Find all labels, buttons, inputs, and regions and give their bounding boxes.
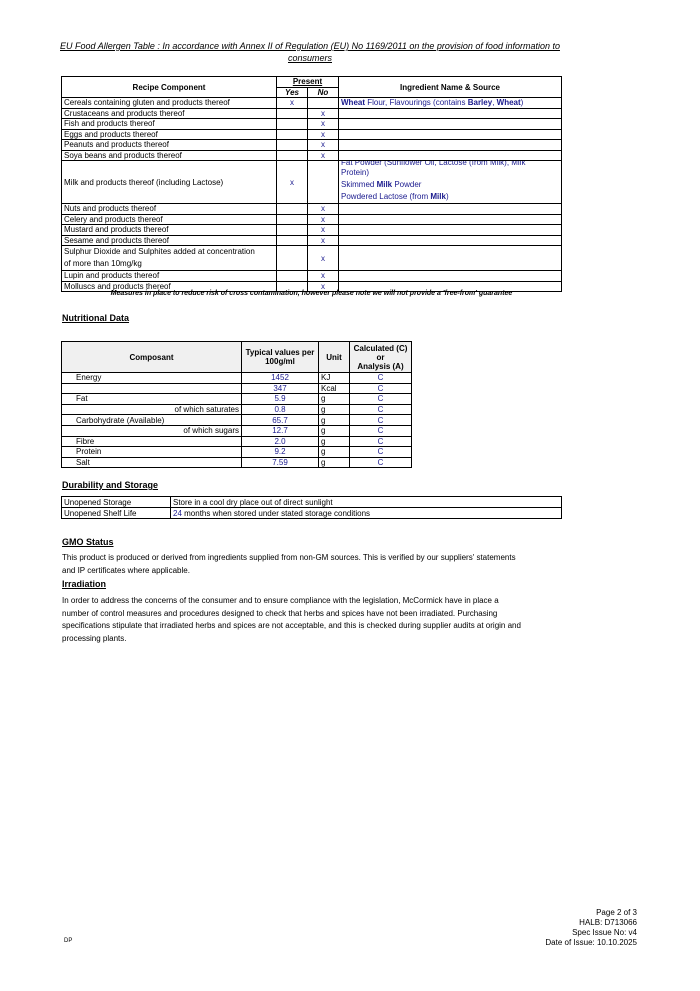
- allergen-yes: [277, 246, 308, 271]
- footer-info: [545, 908, 637, 948]
- allergen-component: Molluscs and products thereof: [62, 281, 277, 292]
- allergen-no: x: [308, 235, 339, 246]
- header-calc-line-1: Calculated (C) or: [353, 343, 408, 362]
- allergen-no: x: [308, 225, 339, 236]
- sulphur-line-2: of more than 10mg/kg: [64, 259, 142, 268]
- allergen-component: Peanuts and products thereof: [62, 140, 277, 151]
- nutrient-unit: g: [319, 404, 350, 415]
- header-calculated: [350, 342, 412, 373]
- footer-date: Date of Issue: 10.10.2025: [545, 938, 637, 947]
- ingredient-part: Barley: [467, 98, 493, 108]
- allergen-no: x: [308, 271, 339, 282]
- nutrition-row: [62, 447, 412, 458]
- shelf-life-row: [62, 508, 562, 519]
- allergen-yes: [277, 150, 308, 161]
- allergen-row: [62, 271, 562, 282]
- header-ingredient: Ingredient Name & Source: [339, 77, 562, 98]
- nutrient-value: 2.0: [242, 436, 319, 447]
- allergen-ingredient: [339, 225, 562, 236]
- ingredient-part: Wheat: [496, 98, 521, 108]
- header-recipe-component: Recipe Component: [62, 77, 277, 98]
- allergen-ingredient: [339, 271, 562, 282]
- header-present: Present: [277, 77, 339, 88]
- allergen-no: x: [308, 150, 339, 161]
- allergen-yes: [277, 225, 308, 236]
- nutrient-name: [62, 383, 242, 394]
- allergen-no: x: [308, 204, 339, 215]
- allergen-component: Sesame and products thereof: [62, 235, 277, 246]
- allergen-no: x: [308, 108, 339, 119]
- milk-ingredient-line-3: [341, 179, 559, 191]
- allergen-row: [62, 214, 562, 225]
- nutrition-row: [62, 404, 412, 415]
- header-no: No: [308, 87, 339, 98]
- allergen-row-sulphur: [62, 246, 562, 271]
- allergen-no: x: [308, 246, 339, 271]
- sulphur-line-1: Sulphur Dioxide and Sulphites added at concentration: [64, 247, 255, 256]
- milk-line-4-post: ): [445, 192, 449, 201]
- ingredient-part: ,: [492, 98, 497, 108]
- nutrient-name: of which saturates: [62, 404, 242, 415]
- allergen-row: [62, 235, 562, 246]
- nutrient-calc: C: [350, 373, 412, 384]
- nutrient-calc: C: [350, 404, 412, 415]
- allergen-row: [62, 98, 562, 109]
- allergen-ingredient: [339, 204, 562, 215]
- allergen-row-milk: [62, 161, 562, 204]
- gmo-line-1: This product is produced or derived from ingredients supplied from non-GM sources. This is verified by our suppliers' statements: [62, 553, 516, 562]
- allergen-ingredient: [339, 150, 562, 161]
- document-title: [60, 40, 560, 64]
- nutrient-name: Energy: [62, 373, 242, 384]
- irradiation-heading: Irradiation: [62, 579, 107, 589]
- milk-line-4-pre: Powdered Lactose (from: [341, 192, 431, 201]
- irradiation-paragraph: [62, 595, 562, 645]
- nutrient-calc: C: [350, 425, 412, 436]
- footer-initials: DP: [64, 938, 73, 944]
- allergen-ingredient: [339, 235, 562, 246]
- allergen-component: Lupin and products thereof: [62, 271, 277, 282]
- allergen-component: Crustaceans and products thereof: [62, 108, 277, 119]
- ingredient-part: Wheat: [341, 98, 365, 108]
- nutrition-row: [62, 373, 412, 384]
- cross-contamination-note: Measures in place to reduce risk of cross contamination, however please note we will not provide a 'free-from' guarantee: [110, 290, 513, 297]
- durability-table: [61, 496, 562, 519]
- nutrition-row: [62, 394, 412, 405]
- nutrient-value: 347: [242, 383, 319, 394]
- nutrient-unit: g: [319, 394, 350, 405]
- allergen-component: Nuts and products thereof: [62, 204, 277, 215]
- durability-heading: Durability and Storage: [62, 480, 159, 490]
- header-typical-line-1: Typical values per: [245, 348, 315, 357]
- allergen-no: x: [308, 119, 339, 130]
- nutrition-row: [62, 415, 412, 426]
- nutrient-unit: g: [319, 415, 350, 426]
- nutrient-value: 5.9: [242, 394, 319, 405]
- nutrient-calc: C: [350, 415, 412, 426]
- nutrient-value: 7.59: [242, 457, 319, 468]
- irradiation-line-4: processing plants.: [62, 633, 127, 643]
- footer-halb: HALB: D713066: [579, 918, 637, 927]
- allergen-ingredient: [339, 129, 562, 140]
- storage-label: Unopened Storage: [62, 497, 171, 508]
- allergen-no: [308, 98, 339, 109]
- nutrient-value: 0.8: [242, 404, 319, 415]
- nutrition-table: [61, 341, 412, 468]
- milk-line-3-post: Powder: [392, 180, 422, 189]
- footer-spec-issue: Spec Issue No: v4: [572, 928, 637, 937]
- gmo-paragraph: [62, 552, 562, 577]
- allergen-no: [308, 161, 339, 204]
- nutrient-calc: C: [350, 436, 412, 447]
- allergen-component: Celery and products thereof: [62, 214, 277, 225]
- allergen-yes: [277, 204, 308, 215]
- allergen-no: x: [308, 140, 339, 151]
- nutrient-calc: C: [350, 457, 412, 468]
- nutrient-unit: g: [319, 436, 350, 447]
- title-line-2: consumers: [287, 53, 332, 63]
- allergen-ingredient-milk: [339, 161, 562, 204]
- header-yes: Yes: [277, 87, 308, 98]
- shelf-life-label: Unopened Shelf Life: [62, 508, 171, 519]
- nutrient-value: 1452: [242, 373, 319, 384]
- allergen-row: [62, 119, 562, 130]
- allergen-component: Eggs and products thereof: [62, 129, 277, 140]
- nutrient-calc: C: [350, 383, 412, 394]
- nutrient-unit: g: [319, 457, 350, 468]
- allergen-ingredient: [339, 246, 562, 271]
- allergen-yes: x: [277, 161, 308, 204]
- allergen-ingredient: [339, 108, 562, 119]
- ingredient-part: ): [520, 98, 524, 108]
- allergen-yes: [277, 214, 308, 225]
- nutrient-calc: C: [350, 394, 412, 405]
- nutrient-unit: g: [319, 425, 350, 436]
- milk-ingredient-line-1: Fat Powder (Sunflower Oil, Lactose (from Milk), Milk: [341, 161, 526, 167]
- milk-line-3-pre: Skimmed: [341, 180, 377, 189]
- allergen-row: [62, 129, 562, 140]
- header-typical-line-2: 100g/ml: [265, 357, 295, 366]
- allergen-row: [62, 108, 562, 119]
- nutrient-name: Carbohydrate (Available): [62, 415, 242, 426]
- allergen-yes: [277, 129, 308, 140]
- allergen-table: [61, 76, 562, 292]
- irradiation-line-2: number of control measures and procedures designed to check that herbs and spices have not been irradiated. Purchasing: [62, 608, 498, 618]
- allergen-row: [62, 140, 562, 151]
- allergen-table-body: [62, 98, 562, 292]
- irradiation-line-1: In order to address the concerns of the consumer and to ensure compliance with the legislation, McCormick have in place a: [62, 596, 499, 605]
- header-typical-values: [242, 342, 319, 373]
- nutrient-value: 65.7: [242, 415, 319, 426]
- allergen-yes: [277, 108, 308, 119]
- nutrient-name: of which sugars: [62, 425, 242, 436]
- nutrient-name: Salt: [62, 457, 242, 468]
- allergen-row: [62, 225, 562, 236]
- milk-line-3-bold: Milk: [376, 180, 393, 189]
- nutrition-heading: Nutritional Data: [62, 313, 130, 323]
- title-line-1: EU Food Allergen Table : In accordance with Annex II of Regulation (EU) No 1169/2011 on the provision of food information to: [60, 41, 560, 51]
- footer-page: Page 2 of 3: [596, 908, 637, 917]
- allergen-row: [62, 204, 562, 215]
- allergen-yes: [277, 140, 308, 151]
- shelf-life-text: months when stored under stated storage conditions: [181, 508, 371, 518]
- milk-ingredient-line-2: Protein): [341, 168, 370, 177]
- allergen-no: x: [308, 214, 339, 225]
- nutrient-unit: Kcal: [319, 383, 350, 394]
- header-calc-line-2: Analysis (A): [357, 361, 404, 371]
- allergen-yes: [277, 119, 308, 130]
- nutrition-row: [62, 436, 412, 447]
- allergen-component: Cereals containing gluten and products thereof: [62, 98, 277, 109]
- allergen-ingredient: [339, 214, 562, 225]
- gmo-line-2: and IP certificates where applicable.: [62, 565, 190, 575]
- nutrition-table-body: [62, 373, 412, 468]
- storage-row: [62, 497, 562, 508]
- nutrition-row: [62, 383, 412, 394]
- storage-value: Store in a cool dry place out of direct sunlight: [171, 497, 562, 508]
- nutrient-name: Fat: [62, 394, 242, 405]
- nutrient-name: Protein: [62, 447, 242, 458]
- allergen-no: x: [308, 129, 339, 140]
- nutrient-calc: C: [350, 447, 412, 458]
- allergen-component: Fish and products thereof: [62, 119, 277, 130]
- allergen-ingredient: [339, 98, 562, 109]
- nutrient-unit: g: [319, 447, 350, 458]
- nutrient-value: 9.2: [242, 447, 319, 458]
- nutrient-unit: KJ: [319, 373, 350, 384]
- allergen-yes: [277, 235, 308, 246]
- header-unit: Unit: [319, 342, 350, 373]
- milk-ingredient-line-4: [341, 191, 559, 203]
- nutrient-value: 12.7: [242, 425, 319, 436]
- allergen-yes: x: [277, 98, 308, 109]
- nutrition-row: [62, 425, 412, 436]
- nutrient-name: Fibre: [62, 436, 242, 447]
- allergen-component: Soya beans and products thereof: [62, 150, 277, 161]
- milk-line-4-bold: Milk: [430, 192, 446, 201]
- header-composant: Composant: [62, 342, 242, 373]
- gmo-heading: GMO Status: [62, 537, 114, 547]
- allergen-row: [62, 150, 562, 161]
- allergen-ingredient: [339, 140, 562, 151]
- nutrition-row: [62, 457, 412, 468]
- allergen-ingredient: [339, 119, 562, 130]
- allergen-component: Milk and products thereof (including Lactose): [62, 161, 277, 204]
- allergen-component: Mustard and products thereof: [62, 225, 277, 236]
- shelf-life-months: 24: [173, 508, 182, 518]
- allergen-component: [62, 246, 277, 271]
- shelf-life-value: [171, 508, 562, 519]
- irradiation-line-3: specifications stipulate that irradiated herbs and spices are not acceptable, and this is checked during supplier audits at origin and: [62, 621, 521, 630]
- ingredient-part: Flour, Flavourings (contains: [365, 98, 468, 108]
- allergen-yes: [277, 271, 308, 282]
- allergen-no: x: [308, 281, 339, 292]
